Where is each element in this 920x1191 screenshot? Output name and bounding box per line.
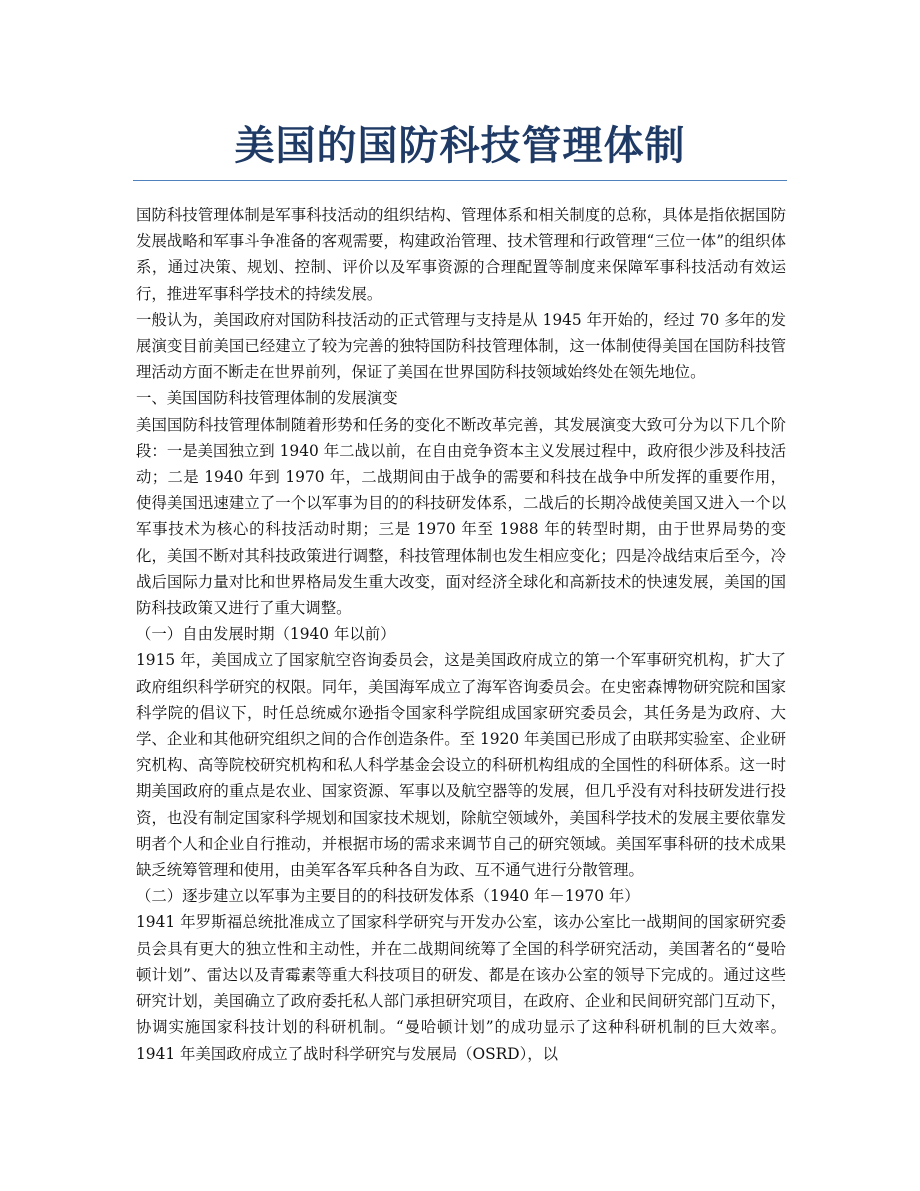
title-divider	[133, 180, 787, 181]
paragraph-overview: 一般认为，美国政府对国防科技活动的正式管理与支持是从 1945 年开始的，经过 70 多年的发展演变目前美国已经建立了较为完善的独特国防科技管理体制，这一体制使得美国在国防科技管理活动方面不断走在世界前列，保证了美国在世界国防科技领域始终处在领先地位。	[136, 310, 786, 382]
paragraph-definition: 国防科技管理体制是军事科技活动的组织结构、管理体系和相关制度的总称，具体是指依据国防发展战略和军事斗争准备的客观需要，构建政治管理、技术管理和行政管理“三位一体”的组织体系，通过决策、规划、控制、评价以及军事资源的合理配置等制度来保障军事科技活动有效运行，推进军事科学技术的持续发展。	[136, 206, 786, 303]
paragraph-stages: 美国国防科技管理体制随着形势和任务的变化不断改革完善，其发展演变大致可分为以下几个阶段：一是美国独立到 1940 年二战以前，在自由竞争资本主义发展过程中，政府很少涉及科技活动；二是 1940 年到 1970 年，二战期间由于战争的需要和科技在战争中所发挥的重要作用，使得美国迅速建立了一个以军事为目的的科技研发体系，二战后的长期冷战使美国又进入一个以军事技术为核心的科技活动时期；三是 1970 年至 1988 年的转型时期，由于世界局势的变化，美国不断对其科技政策进行调整，科技管理体制也发生相应变化；四是冷战结束后至今，冷战后国际力量对比和世界格局发生重大改变，面对经济全球化和高新技术的快速发展，美国的国防科技政策又进行了重大调整。	[136, 415, 786, 618]
document-body	[136, 202, 786, 1067]
document-title: 美国的国防科技管理体制	[234, 123, 686, 169]
paragraph-1915: 1915 年，美国成立了国家航空咨询委员会，这是美国政府成立的第一个军事研究机构，扩大了政府组织科学研究的权限。同年，美国海军成立了海军咨询委员会。在史密森博物研究院和国家科学院的倡议下，时任总统威尔逊指令国家科学院组成国家研究委员会，其任务是为政府、大学、企业和其他研究组织之间的合作创造条件。至 1920 年美国已形成了由联邦实验室、企业研究机构、高等院校研究机构和私人科学基金会设立的科研机构组成的全国性的科研体系。这一时期美国政府的重点是农业、国家资源、军事以及航空器等的发展，但几乎没有对科技研发进行投资，也没有制定国家科学规划和国家技术规划，除航空领域外，美国科学技术的发展主要依靠发明者个人和企业自行推动，并根据市场的需求来调节自己的研究领域。美国军事科研的技术成果缺乏统筹管理和使用，由美军各军兵种各自为政、互不通气进行分散管理。	[136, 651, 786, 880]
paragraph-1941: 1941 年罗斯福总统批准成立了国家科学研究与开发办公室，该办公室比一战期间的国家研究委员会具有更大的独立性和主动性，并在二战期间统筹了全国的科学研究活动，美国著名的“曼哈顿计划”、雷达以及青霉素等重大科技项目的研发、都是在该办公室的领导下完成的。通过这些研究计划，美国确立了政府委托私人部门承担研究项目，在政府、企业和民间研究部门互动下，协调实施国家科技计划的科研机制。“曼哈顿计划”的成功显示了这种科研机制的巨大效率。1941 年美国政府成立了战时科学研究与发展局（OSRD），以	[136, 913, 786, 1063]
subsection-heading-free-development: （一）自由发展时期（1940 年以前）	[136, 625, 396, 644]
section-heading-evolution: 一、美国国防科技管理体制的发展演变	[136, 389, 398, 408]
subsection-heading-military-rd: （二）逐步建立以军事为主要目的的科技研发体系（1940 年－1970 年）	[136, 887, 640, 906]
